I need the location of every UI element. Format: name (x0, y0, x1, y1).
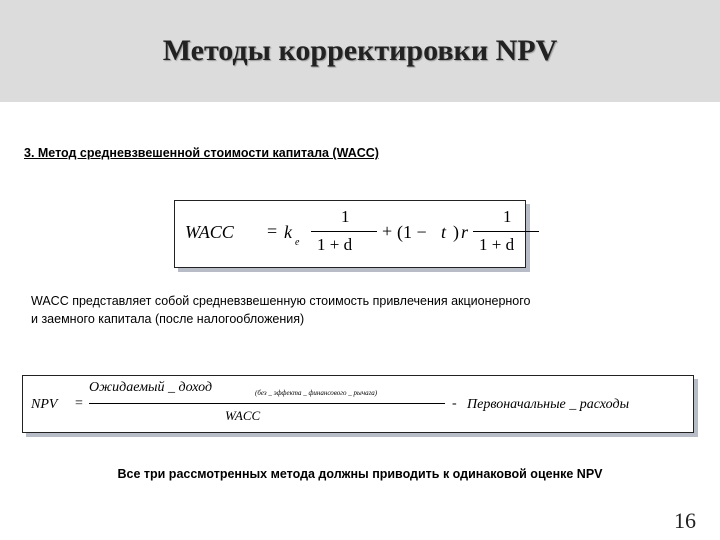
wacc-plus: + (382, 221, 393, 241)
wacc-k-sub: e (295, 237, 300, 248)
wacc-t: t (441, 222, 447, 242)
wacc-den2: 1 + d (479, 235, 515, 254)
section-title: 3. Метод средневзвешенной стоимости капитала (WACC) (24, 146, 379, 160)
npv-numerator-sub: (без _ эффекта _ финансового _ рычага) (255, 389, 378, 397)
page-number: 16 (674, 508, 696, 533)
wacc-eq: = (267, 221, 278, 241)
description-line-1: WACC представляет собой средневзвешенную стоимость привлечения акционерного (31, 294, 531, 308)
wacc-paren-close: ) (453, 222, 459, 242)
npv-minus: - (452, 396, 457, 411)
conclusion-text: Все три рассмотренных метода должны приводить к одинаковой оценке NPV (117, 467, 603, 481)
wacc-num2: 1 (503, 207, 512, 226)
description-line-2: и заемного капитала (после налогообложения) (31, 312, 305, 326)
title-bar (0, 0, 720, 102)
wacc-r: r (461, 222, 469, 242)
npv-formula (22, 375, 694, 433)
npv-frac-line (89, 403, 445, 404)
wacc-formula (174, 200, 526, 268)
wacc-frac-line-1 (311, 231, 377, 232)
wacc-k: k (284, 222, 292, 242)
wacc-frac-line-2 (473, 231, 539, 232)
npv-denominator: WACC (225, 408, 261, 423)
wacc-num1: 1 (341, 207, 350, 226)
npv-rhs: Первоначальные _ расходы (467, 397, 630, 412)
npv-lhs: NPV (31, 397, 58, 412)
wacc-paren: (1 − (397, 222, 427, 242)
wacc-lhs: WACC (185, 222, 234, 242)
page-title: Методы корректировки NPV (162, 34, 558, 67)
npv-eq: = (75, 396, 83, 411)
wacc-description (31, 292, 691, 328)
npv-numerator: Ожидаемый _ доход (89, 380, 213, 395)
wacc-den1: 1 + d (317, 235, 353, 254)
